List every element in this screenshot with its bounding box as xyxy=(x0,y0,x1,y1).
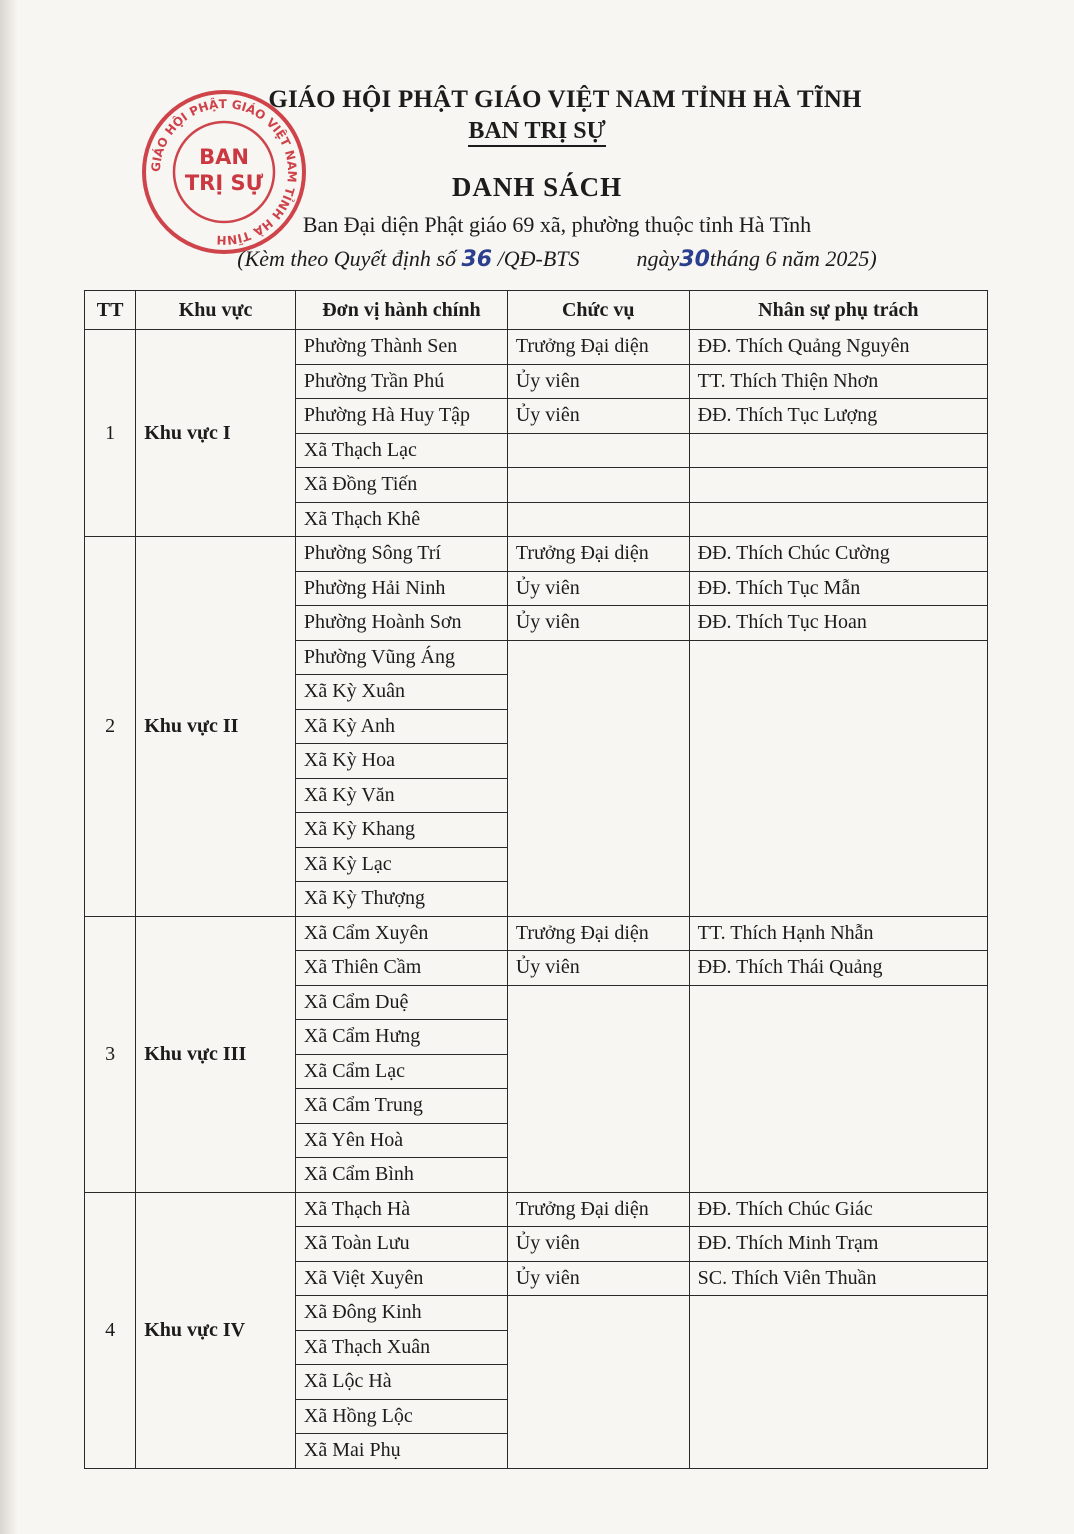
cell-staff: ĐĐ. Thích Tục Hoan xyxy=(689,606,987,641)
cell-staff xyxy=(689,502,987,537)
cell-role: Trưởng Đại diện xyxy=(507,1192,689,1227)
cell-unit: Xã Hồng Lộc xyxy=(295,1399,507,1434)
cell-role: Ủy viên xyxy=(507,1261,689,1296)
cell-unit: Xã Cẩm Lạc xyxy=(295,1054,507,1089)
cell-staff: ĐĐ. Thích Chúc Giác xyxy=(689,1192,987,1227)
cell-unit: Xã Kỳ Thượng xyxy=(295,882,507,917)
cell-role xyxy=(507,502,689,537)
seal-ring-text: GIÁO HỘI PHẬT GIÁO VIỆT NAM TỈNH HÀ TĨNH xyxy=(148,96,300,248)
table-body xyxy=(85,330,988,1469)
cell-tt: 4 xyxy=(85,1192,136,1468)
document-title: DANH SÁCH xyxy=(451,172,623,202)
cell-unit: Xã Đồng Tiến xyxy=(295,468,507,503)
table-header-row xyxy=(85,291,988,330)
cell-unit: Phường Hà Huy Tập xyxy=(295,399,507,434)
cell-unit: Phường Vũng Áng xyxy=(295,640,507,675)
cell-role: Ủy viên xyxy=(507,606,689,641)
cell-unit: Xã Thạch Xuân xyxy=(295,1330,507,1365)
cell-unit: Xã Thạch Hà xyxy=(295,1192,507,1227)
cell-area: Khu vực III xyxy=(136,916,296,1192)
cell-staff: ĐĐ. Thích Chúc Cường xyxy=(689,537,987,572)
cell-staff: ĐĐ. Thích Minh Trạm xyxy=(689,1227,987,1262)
cell-role xyxy=(507,433,689,468)
ref-date-prefix: ngày xyxy=(636,246,680,271)
cell-unit: Xã Kỳ Văn xyxy=(295,778,507,813)
table-row xyxy=(85,330,988,365)
cell-role-empty xyxy=(507,985,689,1192)
cell-unit: Xã Yên Hoà xyxy=(295,1123,507,1158)
table-row xyxy=(85,916,988,951)
cell-unit: Phường Hải Ninh xyxy=(295,571,507,606)
table-row xyxy=(85,1192,988,1227)
cell-unit: Xã Việt Xuyên xyxy=(295,1261,507,1296)
cell-role: Ủy viên xyxy=(507,571,689,606)
cell-unit: Xã Cẩm Duệ xyxy=(295,985,507,1020)
cell-role-empty xyxy=(507,1296,689,1469)
cell-staff: ĐĐ. Thích Tục Mẫn xyxy=(689,571,987,606)
cell-staff-empty xyxy=(689,640,987,916)
cell-unit: Xã Kỳ Lạc xyxy=(295,847,507,882)
cell-unit: Xã Cẩm Xuyên xyxy=(295,916,507,951)
cell-area: Khu vực II xyxy=(136,537,296,917)
cell-role: Ủy viên xyxy=(507,399,689,434)
cell-staff-empty xyxy=(689,985,987,1192)
cell-staff: ĐĐ. Thích Tục Lượng xyxy=(689,399,987,434)
cell-unit: Xã Thạch Khê xyxy=(295,502,507,537)
seal-center-line1: BAN xyxy=(199,145,249,169)
cell-staff-empty xyxy=(689,1296,987,1469)
cell-unit: Xã Đông Kinh xyxy=(295,1296,507,1331)
cell-unit: Xã Thạch Lạc xyxy=(295,433,507,468)
cell-staff xyxy=(689,433,987,468)
cell-staff xyxy=(689,468,987,503)
cell-unit: Xã Toàn Lưu xyxy=(295,1227,507,1262)
department-name-text: BAN TRỊ SỰ xyxy=(468,118,605,147)
ref-mid: /QĐ-BTS xyxy=(492,246,580,271)
cell-staff: ĐĐ. Thích Thái Quảng xyxy=(689,951,987,986)
cell-role: Ủy viên xyxy=(507,951,689,986)
ref-date-suffix: tháng 6 năm 2025) xyxy=(709,246,877,271)
cell-unit: Phường Hoành Sơn xyxy=(295,606,507,641)
cell-unit: Xã Lộc Hà xyxy=(295,1365,507,1400)
ref-prefix: (Kèm theo Quyết định số xyxy=(237,246,462,271)
cell-staff: ĐĐ. Thích Quảng Nguyên xyxy=(689,330,987,365)
cell-staff: TT. Thích Thiện Nhơn xyxy=(689,364,987,399)
cell-unit: Phường Sông Trí xyxy=(295,537,507,572)
cell-tt: 2 xyxy=(85,537,136,917)
cell-role-empty xyxy=(507,640,689,916)
col-header-unit: Đơn vị hành chính xyxy=(295,291,507,330)
document-subtitle: Ban Đại diện Phật giáo 69 xã, phường thuộc tỉnh Hà Tĩnh xyxy=(302,212,812,237)
cell-role: Ủy viên xyxy=(507,364,689,399)
col-header-tt: TT xyxy=(85,291,136,330)
cell-tt: 1 xyxy=(85,330,136,537)
cell-unit: Xã Thiên Cầm xyxy=(295,951,507,986)
cell-area: Khu vực IV xyxy=(136,1192,296,1468)
cell-area: Khu vực I xyxy=(136,330,296,537)
cell-unit: Xã Kỳ Anh xyxy=(295,709,507,744)
table-row xyxy=(85,537,988,572)
cell-unit: Phường Trần Phú xyxy=(295,364,507,399)
col-header-area: Khu vực xyxy=(136,291,296,330)
cell-unit: Xã Mai Phụ xyxy=(295,1434,507,1469)
col-header-staff: Nhân sự phụ trách xyxy=(689,291,987,330)
seal-center-line2: TRỊ SỰ xyxy=(184,171,264,195)
cell-role xyxy=(507,468,689,503)
col-header-role: Chức vụ xyxy=(507,291,689,330)
cell-staff: SC. Thích Viên Thuần xyxy=(689,1261,987,1296)
cell-unit: Xã Cẩm Hưng xyxy=(295,1020,507,1055)
cell-role: Trưởng Đại diện xyxy=(507,916,689,951)
cell-unit: Xã Kỳ Xuân xyxy=(295,675,507,710)
cell-unit: Phường Thành Sen xyxy=(295,330,507,365)
cell-unit: Xã Kỳ Hoa xyxy=(295,744,507,779)
cell-unit: Xã Cẩm Bình xyxy=(295,1158,507,1193)
ref-day: 30 xyxy=(679,247,710,272)
representatives-table xyxy=(84,290,988,1469)
cell-role: Trưởng Đại diện xyxy=(507,537,689,572)
cell-staff: TT. Thích Hạnh Nhẫn xyxy=(689,916,987,951)
cell-unit: Xã Kỳ Khang xyxy=(295,813,507,848)
official-seal xyxy=(140,88,308,256)
cell-role: Ủy viên xyxy=(507,1227,689,1262)
cell-role: Trưởng Đại diện xyxy=(507,330,689,365)
organization-name: GIÁO HỘI PHẬT GIÁO VIỆT NAM TỈNH HÀ TĨNH xyxy=(268,86,862,113)
cell-tt: 3 xyxy=(85,916,136,1192)
ref-number: 36 xyxy=(461,247,493,272)
cell-unit: Xã Cẩm Trung xyxy=(295,1089,507,1124)
